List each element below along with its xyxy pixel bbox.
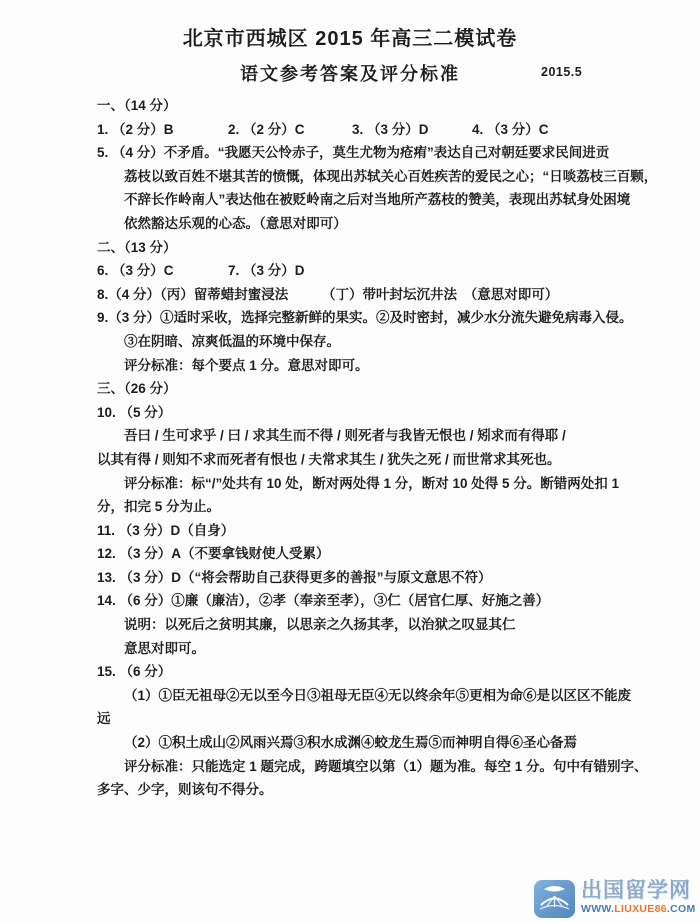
doc-line: 吾曰 / 生可求乎 / 曰 / 求其生而不得 / 则死者与我皆无恨也 / 矧求而有得耶 / bbox=[124, 428, 566, 444]
doc-line: （1）①臣无祖母②无以至今日③祖母无臣④无以终余年⑤更相为命⑥是以区区不能废 bbox=[124, 687, 632, 703]
answer-item: 3. （3 分）D bbox=[352, 121, 429, 137]
watermark bbox=[533, 879, 696, 919]
document-body bbox=[97, 94, 683, 802]
doc-line: 13. （3 分）D（“将会帮助自己获得更多的善报”与原文意思不符） bbox=[97, 569, 492, 585]
doc-line: 15. （6 分） bbox=[97, 664, 172, 680]
site-url bbox=[581, 903, 696, 915]
doc-line: 以其有得 / 则知不求而死者有恨也 / 夫常求其生 / 犹失之死 / 而世常求其死也。 bbox=[97, 451, 561, 467]
site-url-prefix: WWW. bbox=[581, 903, 615, 915]
doc-line: 多字、少字，则该句不得分。 bbox=[97, 782, 273, 798]
doc-line: 8.（4 分）（丙）留蒂蜡封蜜浸法 （丁）带叶封坛沉井法 （意思对即可） bbox=[97, 286, 559, 302]
answer-item: 1. （2 分）B bbox=[97, 121, 174, 137]
page-subtitle: 语文参考答案及评分标准 bbox=[240, 64, 460, 84]
doc-line: 评分标准：只能选定 1 题完成，跨题填空以第（1）题为准。每空 1 分。句中有错别字、 bbox=[124, 758, 648, 774]
site-url-brand: LIUXUE86 bbox=[614, 903, 667, 915]
answer-item: 4. （3 分）C bbox=[472, 121, 549, 137]
doc-line: 5. （4 分）不矛盾。“我愿天公怜赤子，莫生尤物为疮痏”表达自己对朝廷要求民间进贡 bbox=[97, 145, 610, 161]
doc-line: 远 bbox=[97, 711, 111, 727]
answer-item: 6. （3 分）C bbox=[97, 263, 174, 279]
doc-line: 三、（26 分） bbox=[97, 381, 177, 397]
site-logo-icon bbox=[533, 879, 576, 919]
watermark-text bbox=[581, 879, 696, 915]
doc-line bbox=[97, 118, 683, 142]
page-title: 北京市西城区 2015 年高三二模试卷 bbox=[182, 28, 518, 50]
doc-line: 分，扣完 5 分为止。 bbox=[97, 499, 221, 515]
doc-line: 一、（14 分） bbox=[97, 98, 177, 113]
doc-line: 11. （3 分）D（自身） bbox=[97, 522, 235, 538]
site-name: 出国留学网 bbox=[581, 879, 691, 902]
answer-item: 2. （2 分）C bbox=[228, 121, 305, 137]
doc-line: 评分标准：每个要点 1 分。意思对即可。 bbox=[124, 357, 369, 373]
doc-line: 依然豁达乐观的心态。（意思对即可） bbox=[124, 215, 347, 231]
doc-line: ③在阴暗、凉爽低温的环境中保存。 bbox=[124, 333, 340, 349]
doc-line: （2）①积土成山②风雨兴焉③积水成渊④蛟龙生焉⑤而神明自得⑥圣心备焉 bbox=[124, 735, 578, 751]
doc-line: 14. （6 分）①廉（廉洁），②孝（奉亲至孝），③仁（居官仁厚、好施之善） bbox=[97, 593, 550, 609]
doc-line: 9.（3 分）①适时采收，选择完整新鲜的果实。②及时密封，减少水分流失避免病毒入侵。 bbox=[97, 310, 633, 326]
header-subrow bbox=[0, 60, 700, 86]
exam-date: 2015.5 bbox=[541, 65, 583, 79]
doc-line bbox=[97, 259, 683, 283]
doc-line: 荔枝以致百姓不堪其苦的愤慨，体现出苏轼关心百姓疾苦的爱民之心；“日啖荔枝三百颗， bbox=[124, 168, 658, 184]
doc-line: 说明：以死后之贫明其廉，以思亲之久扬其孝，以治狱之叹显其仁 bbox=[124, 617, 516, 633]
doc-line: 12. （3 分）A（不要拿钱财使人受累） bbox=[97, 546, 330, 562]
answer-item: 7. （3 分）D bbox=[228, 263, 305, 279]
doc-line: 评分标准：标“/”处共有 10 处，断对两处得 1 分，断对 10 处得 5 分。断错两处扣 1 bbox=[124, 475, 620, 491]
doc-line: 10. （5 分） bbox=[97, 404, 172, 420]
site-url-suffix: .COM bbox=[666, 903, 696, 915]
doc-line: 不辞长作岭南人”表达他在被贬岭南之后对当地所产荔枝的赞美，表现出苏轼身处困境 bbox=[124, 192, 631, 208]
doc-line: 二、（13 分） bbox=[97, 239, 177, 255]
doc-line: 意思对即可。 bbox=[124, 640, 205, 656]
